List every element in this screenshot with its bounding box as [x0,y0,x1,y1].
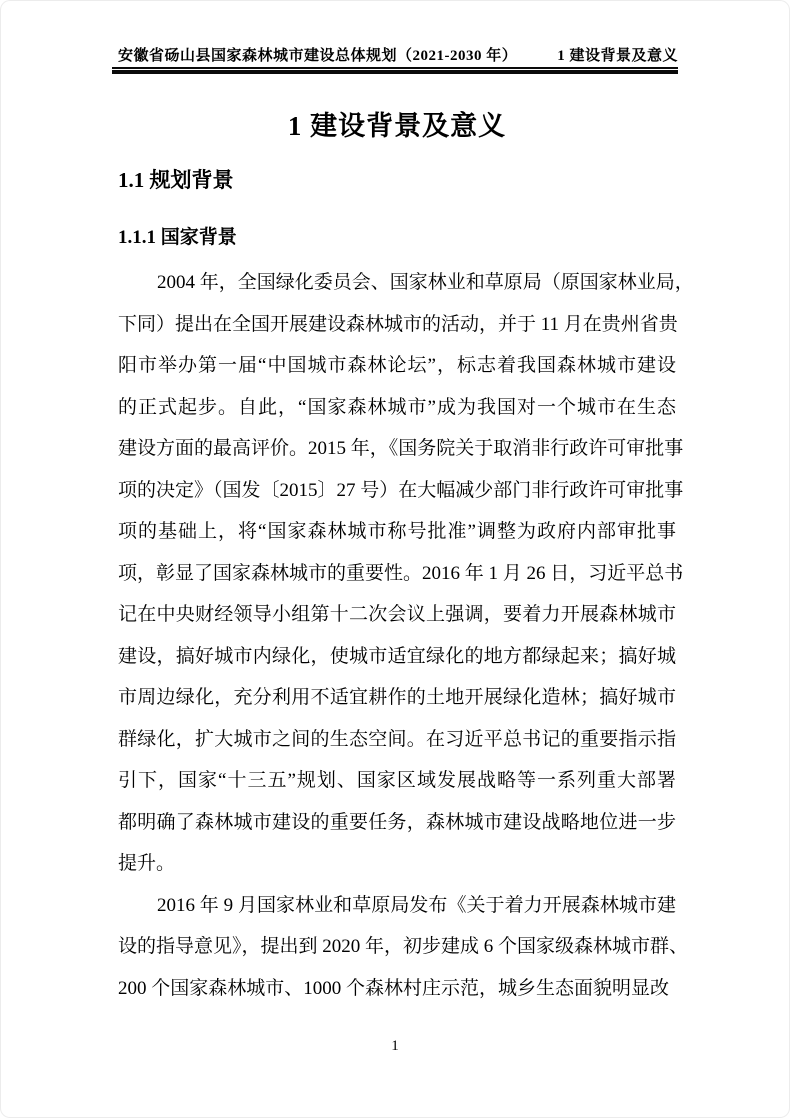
paragraph-line: 提升。 [118,853,176,874]
header-chapter-label: 1 建设背景及意义 [557,48,678,64]
paragraph-line: 市周边绿化，充分利用不适宜耕作的土地开展绿化造林；搞好城市 [118,687,676,708]
paragraph-line: 200 个国家森林城市、1000 个森林村庄示范，城乡生态面貌明显改 [118,977,670,999]
header-document-title: 安徽省砀山县国家森林城市建设总体规划（2021-2030 年） [118,48,518,64]
page-header [118,44,678,65]
paragraph-line: 的正式起步。自此，“国家森林城市”成为我国对一个城市在生态 [118,396,676,418]
paragraph-line: 群绿化，扩大城市之间的生态空间。在习近平总书记的重要指示指 [118,728,676,750]
body-text [118,262,694,1009]
chapter-title: 1 建设背景及意义 [287,111,507,141]
header-rule-thin-line [112,67,678,69]
paragraph-line: 记在中央财经领导小组第十二次会议上强调，要着力开展森林城市 [118,604,676,625]
paragraph-line: 建设方面的最高评价。2015 年，《国务院关于取消非行政许可审批事 [118,438,684,459]
header-rule-thick-line [112,70,678,74]
paragraph-line: 引下，国家“十三五”规划、国家区域发展战略等一系列重大部署 [118,770,676,791]
subsection-heading: 1.1.1 国家背景 [118,227,237,248]
header-rule [112,67,678,74]
section-heading: 1.1 规划背景 [118,168,234,192]
paragraph-line: 下同）提出在全国开展建设森林城市的活动，并于 11 月在贵州省贵 [118,313,678,335]
paragraph-line: 设的指导意见》，提出到 2020 年，初步建成 6 个国家级森林城市群、 [118,936,689,957]
paragraph-line: 都明确了森林城市建设的重要任务，森林城市建设战略地位进一步 [118,811,676,833]
paragraph-line: 2016 年 9 月国家林业和草原局发布《关于着力开展森林城市建 [157,894,676,916]
page-number: 1 [391,1038,399,1054]
paragraph-line: 阳市举办第一届“中国城市森林论坛”，标志着我国森林城市建设 [118,355,676,376]
paragraph-line: 2004 年，全国绿化委员会、国家林业和草原局（原国家林业局， [157,272,694,293]
paragraph-line: 项的决定》（国发〔2015〕27 号）在大幅减少部门非行政许可审批事 [118,479,684,501]
paragraph-line: 项的基础上，将“国家森林城市称号批准”调整为政府内部审批事 [118,521,676,542]
paragraph-line: 建设，搞好城市内绿化，使城市适宜绿化的地方都绿起来；搞好城 [118,645,676,667]
paragraph-line: 项，彰显了国家森林城市的重要性。2016 年 1 月 26 日，习近平总书 [118,562,684,584]
